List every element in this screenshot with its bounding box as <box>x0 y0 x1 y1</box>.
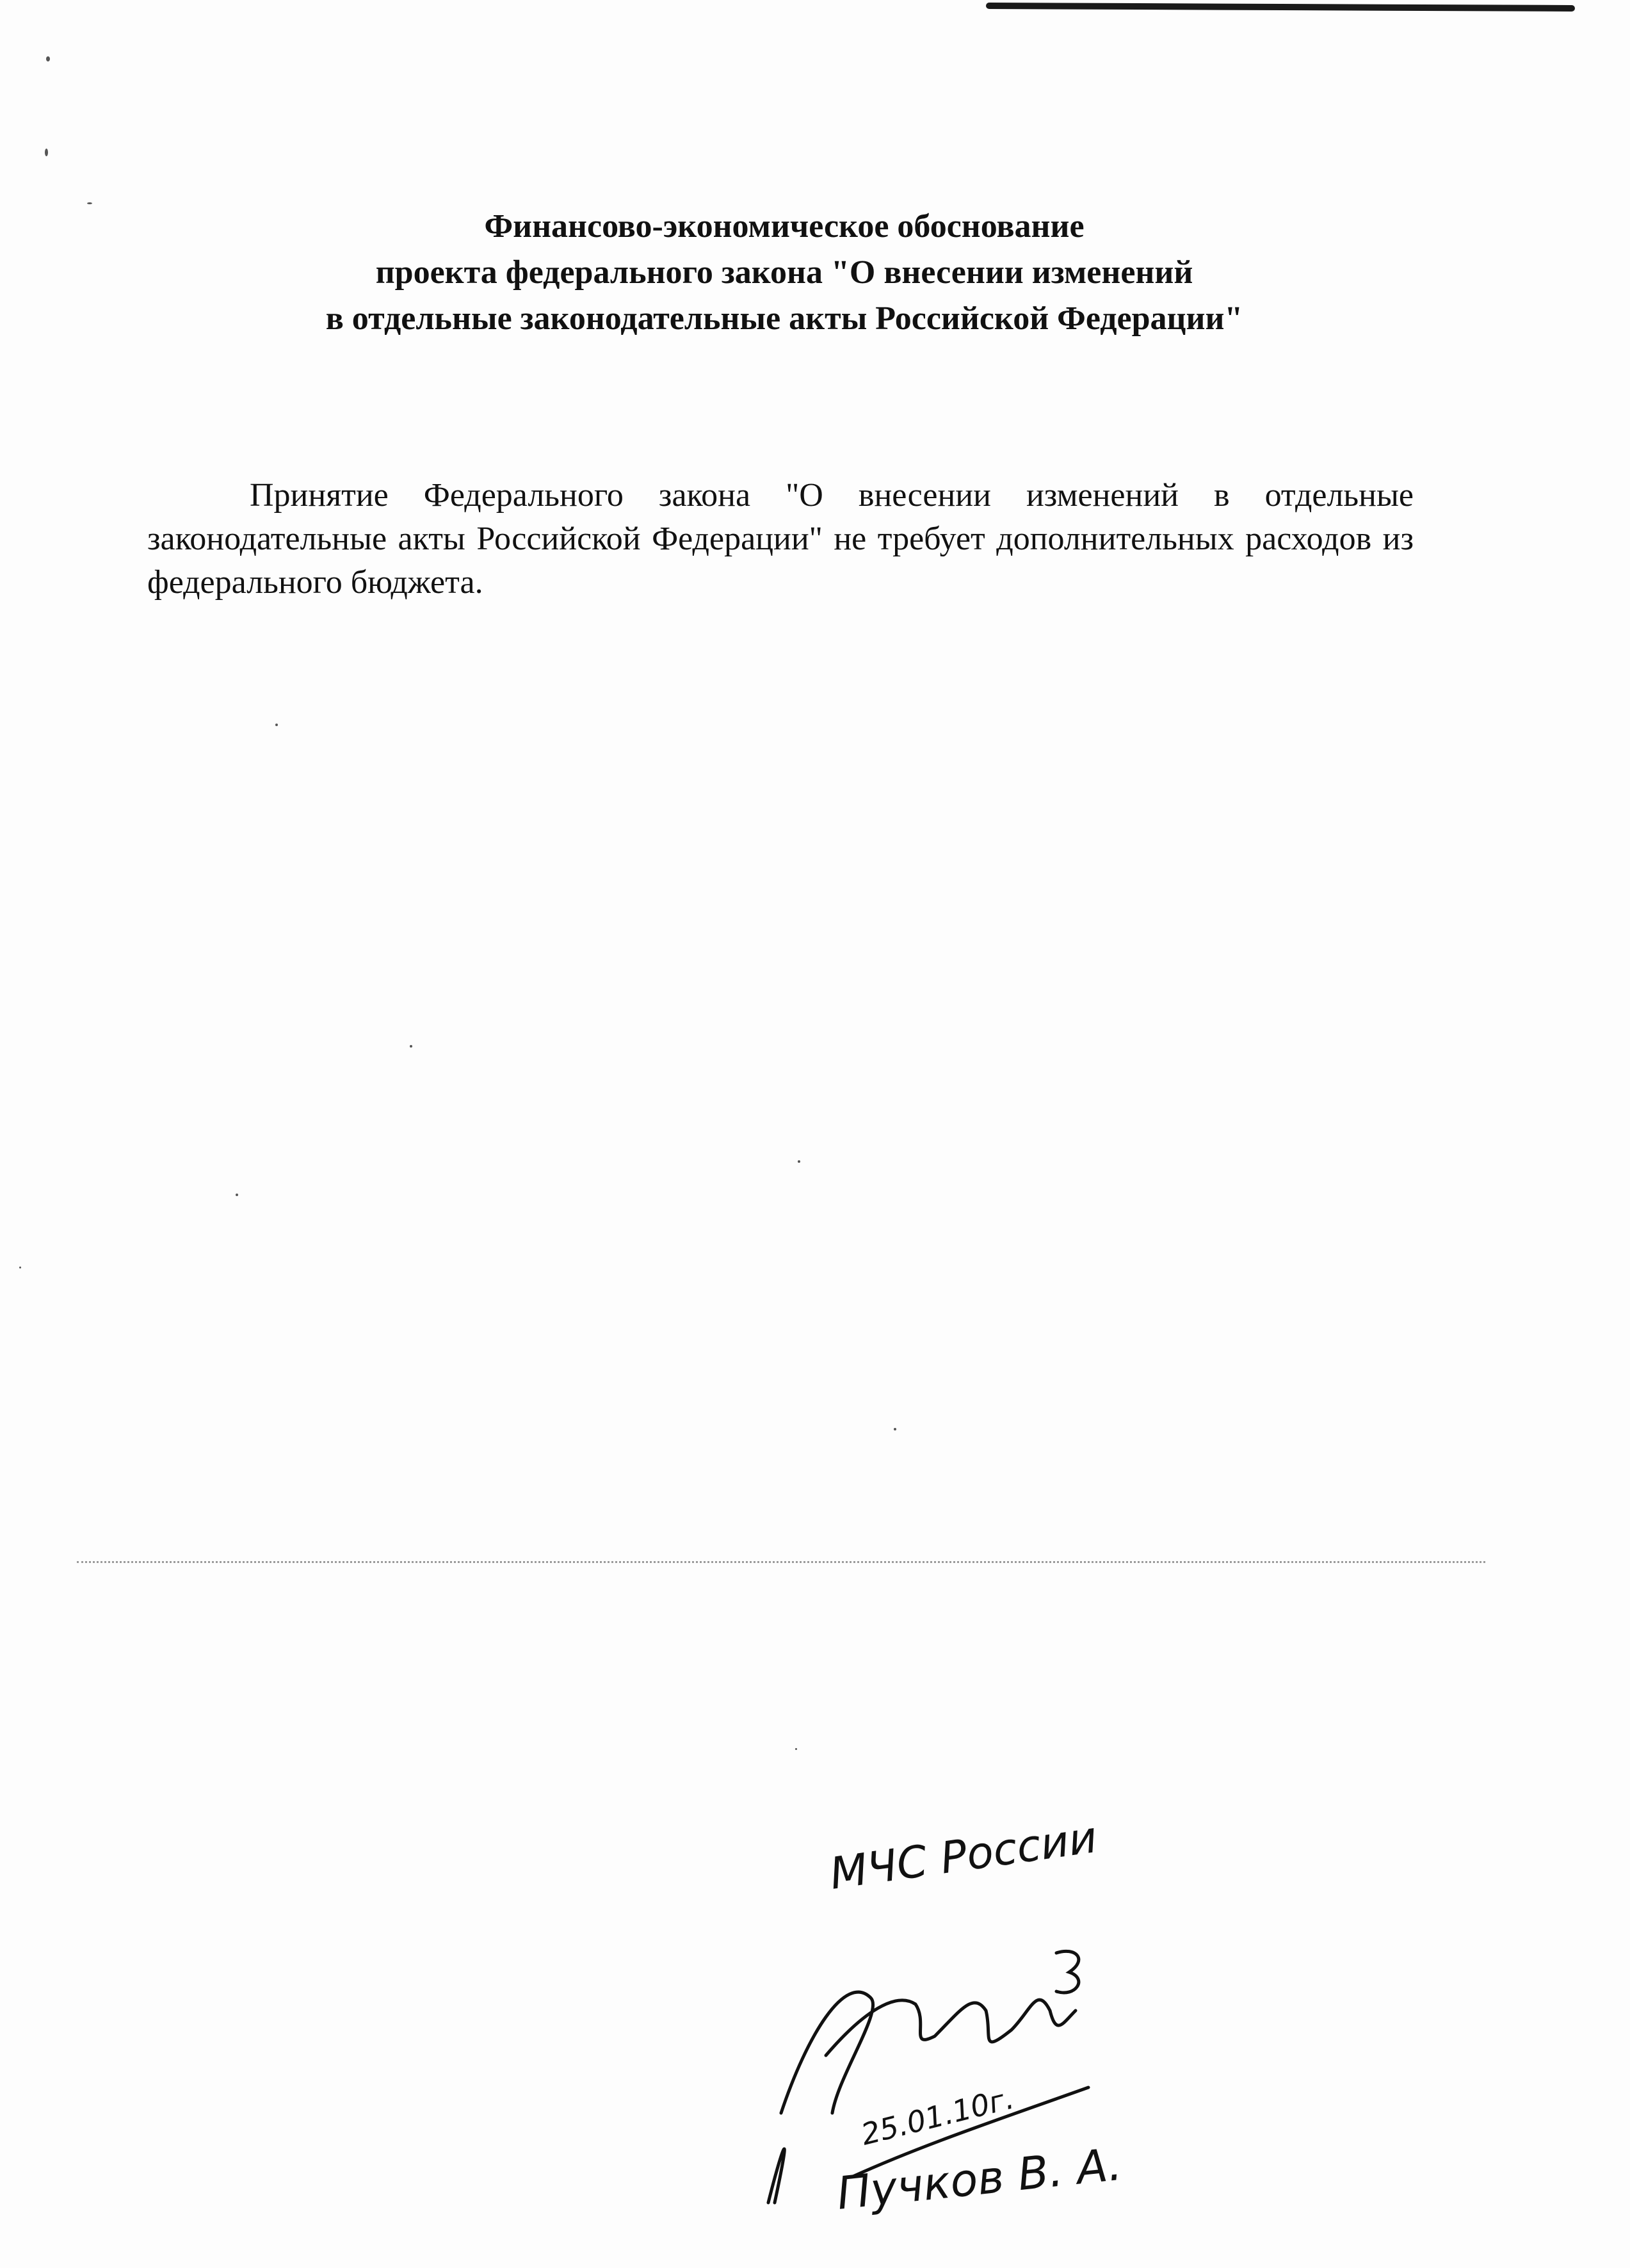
top-edge-rule <box>986 3 1575 12</box>
signature-name: Пучков В. А. <box>834 2137 1125 2220</box>
document-title <box>0 204 1569 342</box>
scan-dotted-line <box>77 1561 1485 1563</box>
signature-block <box>755 1812 1204 2220</box>
handwritten-signature <box>755 1812 1204 2220</box>
title-line-3: в отдельные законодательные акты Российской Федерации" <box>325 300 1243 337</box>
signature-date: 25.01.10г. <box>857 2080 1018 2152</box>
title-line-2: проекта федерального закона "О внесении изменений <box>375 254 1193 291</box>
signature-organization: МЧС России <box>827 1812 1101 1900</box>
body-paragraph: Принятие Федерального закона "О внесении изменений в отдельные законодательные акты Российской Федерации" не требует дополнительных расходов из федерального бюджета. <box>147 477 1414 601</box>
title-line-1: Финансово-экономическое обоснование <box>484 208 1085 245</box>
